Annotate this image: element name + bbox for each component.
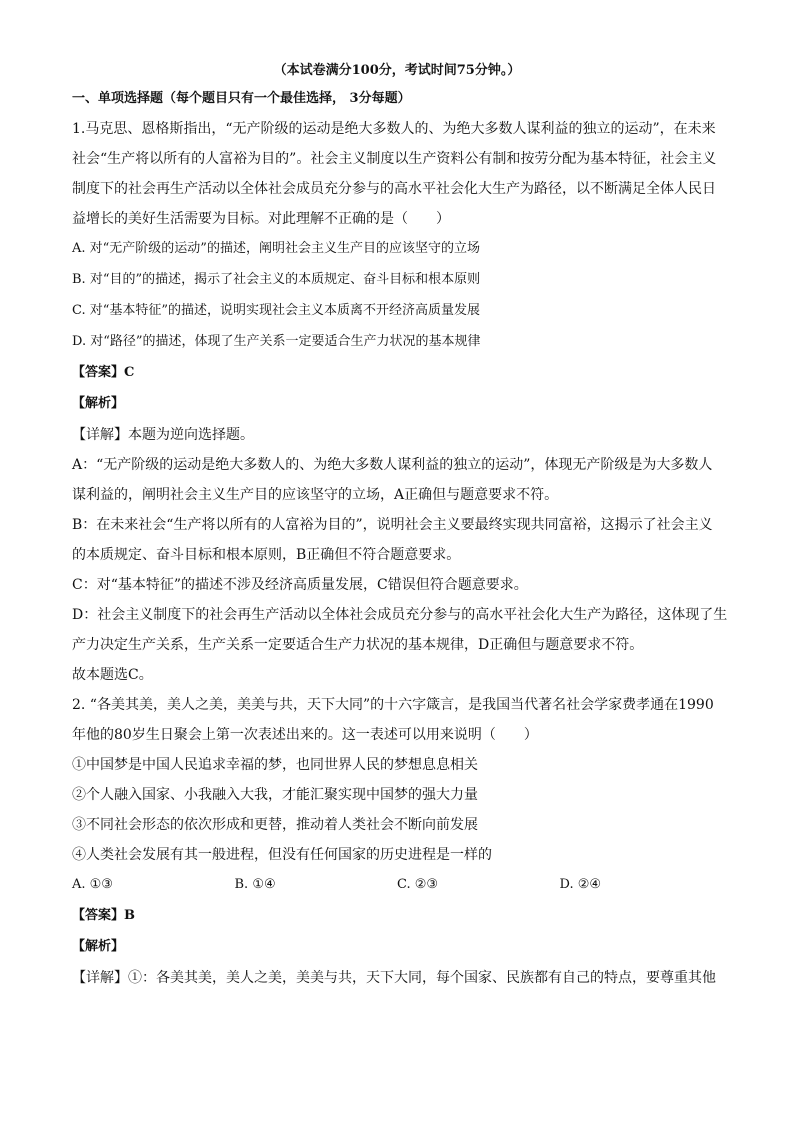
q2-stem-line: 2. “各美其美，美人之美，美美与共，天下大同”的十六字箴言，是我国当代著名社会学家费孝通在1990: [72, 697, 714, 713]
q1-detail-line: 的本质规定、奋斗目标和根本原则，B正确但不符合题意要求。: [72, 547, 461, 563]
q1-conclusion: 故本题选C。: [72, 667, 153, 683]
exam-header: （本试卷满分100分，考试时间75分钟。）: [273, 63, 521, 78]
section-title: 一、单项选择题（每个题目只有一个最佳选择， 3分每题）: [72, 91, 411, 106]
q1-analysis-label: 【解析】: [72, 396, 125, 411]
q2-choice-c: C. ②③: [397, 877, 439, 892]
q2-detail-line: 【详解】①：各美其美，美人之美，美美与共，天下大同，每个国家、民族都有自己的特点，要尊重其他: [72, 970, 716, 986]
q2-statement-2: ②个人融入国家、小我融入大我，才能汇聚实现中国梦的强大力量: [72, 787, 478, 803]
q1-detail-line: 谋利益的，阐明社会主义生产目的应该坚守的立场，A正确但与题意要求不符。: [72, 487, 559, 503]
q1-stem-line: 社会“生产将以所有的人富裕为目的”。社会主义制度以生产资料公有制和按劳分配为基本特征，社会主义: [72, 151, 717, 167]
q1-detail-line: B：在未来社会“生产将以所有的人富裕为目的”，说明社会主义要最终实现共同富裕，这揭示了社会主义: [72, 517, 713, 533]
q1-detail-line: 产力决定生产关系，生产关系一定要适合生产力状况的基本规律，D正确但与题意要求不符。: [72, 637, 644, 653]
q1-detail-line: C：对“基本特征”的描述不涉及经济高质量发展，C错误但符合题意要求。: [72, 577, 528, 593]
exam-page: [72, 62, 728, 999]
q2-choices: [72, 876, 722, 894]
q1-answer: 【答案】C: [72, 365, 135, 380]
q2-stem-line: 年他的80岁生日聚会上第一次表述出来的。这一表述可以用来说明（ ）: [72, 727, 538, 743]
q1-option-c: C. 对“基本特征”的描述，说明实现社会主义本质离不开经济高质量发展: [72, 303, 481, 318]
q1-option-d: D. 对“路径”的描述，体现了生产关系一定要适合生产力状况的基本规律: [72, 334, 481, 349]
q1-detail-line: 【详解】本题为逆向选择题。: [72, 427, 254, 443]
q2-answer: 【答案】B: [72, 908, 135, 923]
q2-analysis-label: 【解析】: [72, 939, 125, 954]
q1-detail-line: D：社会主义制度下的社会再生产活动以全体社会成员充分参与的高水平社会化大生产为路径，这体现了生: [72, 607, 728, 623]
q2-choice-b: B. ①④: [234, 877, 276, 892]
q1-detail-line: A：“无产阶级的运动是绝大多数人的、为绝大多数人谋利益的独立的运动”，体现无产阶级是为大多数人: [72, 457, 713, 473]
q1-option-a: A. 对“无产阶级的运动”的描述，阐明社会主义生产目的应该坚守的立场: [72, 241, 480, 256]
question-1: [72, 120, 722, 228]
q2-statement-4: ④人类社会发展有其一般进程，但没有任何国家的历史进程是一样的: [72, 847, 492, 863]
q1-stem-line: 益增长的美好生活需要为目标。对此理解不正确的是（ ）: [72, 211, 450, 227]
q1-option-b: B. 对“目的”的描述，揭示了社会主义的本质规定、奋斗目标和根本原则: [72, 272, 481, 287]
q2-statement-3: ③不同社会形态的依次形成和更替，推动着人类社会不断向前发展: [72, 817, 478, 833]
q2-choice-d: D. ②④: [559, 877, 602, 892]
q1-stem-line: 1.马克思、恩格斯指出，“无产阶级的运动是绝大多数人的、为绝大多数人谋利益的独立的运动”，在未来: [72, 121, 716, 137]
q2-statement-1: ①中国梦是中国人民追求幸福的梦，也同世界人民的梦想息息相关: [72, 757, 478, 773]
q1-stem-line: 制度下的社会再生产活动以全体社会成员充分参与的高水平社会化大生产为路径，以不断满足全体人民日: [72, 181, 716, 197]
q2-choice-a: A. ①③: [72, 877, 113, 892]
